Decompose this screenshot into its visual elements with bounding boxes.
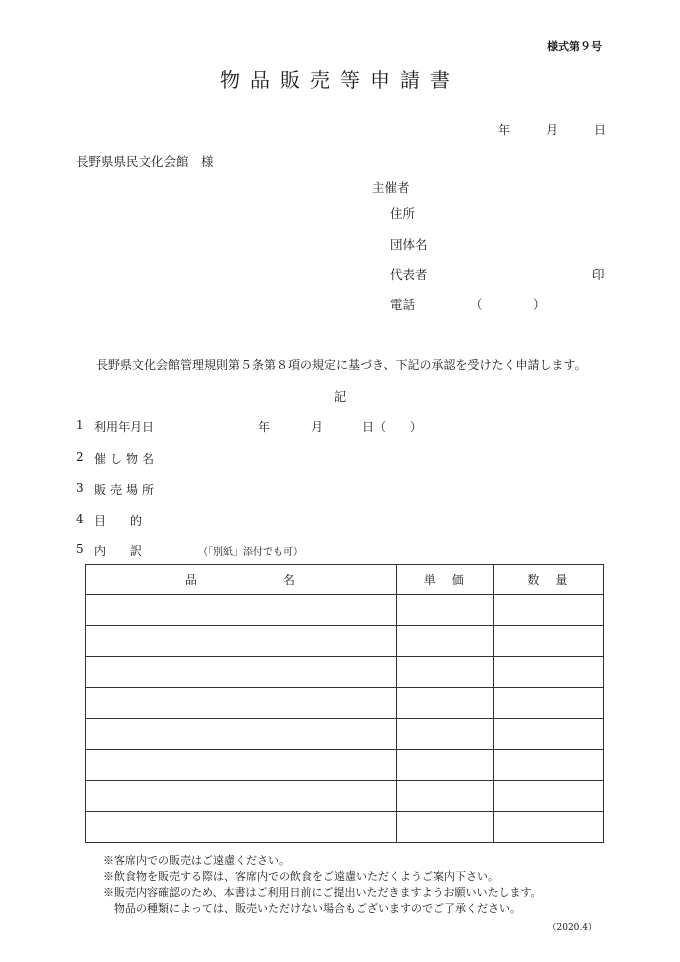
seal-mark: 印 xyxy=(592,267,605,282)
unit-price-cell[interactable] xyxy=(396,812,493,843)
date-year-label: 年 xyxy=(498,123,511,137)
date-month-label: 月 xyxy=(546,123,559,137)
addressee: 長野県県民文化会館 様 xyxy=(76,154,214,169)
representative-label: 代表者 xyxy=(390,267,428,282)
unit-price-cell[interactable] xyxy=(396,626,493,657)
item-name-cell[interactable] xyxy=(86,626,397,657)
note-line: ※飲食物を販売する際は、客席内での飲食をご遠慮いただくようご案内下さい。 xyxy=(103,870,499,883)
table-row xyxy=(86,781,604,812)
form-number: 様式第９号 xyxy=(547,40,602,53)
event-name-label: 催し物名 xyxy=(94,452,159,466)
organizer-heading: 主催者 xyxy=(372,180,410,195)
quantity-cell[interactable] xyxy=(493,626,603,657)
unit-price-cell[interactable] xyxy=(396,719,493,750)
usage-year-label: 年 xyxy=(258,420,271,434)
item-name-cell[interactable] xyxy=(86,781,397,812)
item-name-cell[interactable] xyxy=(86,750,397,781)
date-day-label: 日 xyxy=(594,123,607,137)
unit-price-cell[interactable] xyxy=(396,595,493,626)
phone-label: 電話 xyxy=(390,297,416,312)
organization-label: 団体名 xyxy=(390,237,428,252)
table-header-row xyxy=(86,565,604,595)
table-row xyxy=(86,595,604,626)
usage-day-label: 日（ ） xyxy=(362,420,423,434)
item-1-number: 1 xyxy=(76,418,84,432)
table-row xyxy=(86,719,604,750)
quantity-cell[interactable] xyxy=(493,688,603,719)
unit-price-cell[interactable] xyxy=(396,688,493,719)
usage-month-label: 月 xyxy=(311,420,324,434)
table-row xyxy=(86,812,604,843)
unit-price-cell[interactable] xyxy=(396,781,493,812)
unit-price-cell[interactable] xyxy=(396,657,493,688)
note-line: ※客席内での販売はご遠慮ください。 xyxy=(103,854,290,867)
quantity-cell[interactable] xyxy=(493,719,603,750)
col-header-quantity: 数 量 xyxy=(493,565,603,595)
item-name-cell[interactable] xyxy=(86,812,397,843)
note-line: 物品の種類によっては、販売いただけない場合もございますのでご了承ください。 xyxy=(103,902,521,915)
unit-price-cell[interactable] xyxy=(396,750,493,781)
version-label: （2020.4） xyxy=(547,923,597,933)
breakdown-note: （「別紙」添付でも可） xyxy=(198,547,303,558)
item-name-cell[interactable] xyxy=(86,657,397,688)
sales-place-label: 販売場所 xyxy=(94,483,159,497)
item-2-number: 2 xyxy=(76,450,84,464)
quantity-cell[interactable] xyxy=(493,750,603,781)
phone-paren-close: ） xyxy=(533,297,546,312)
table-row xyxy=(86,750,604,781)
breakdown-label: 内 訳 xyxy=(94,544,143,558)
table-row xyxy=(86,626,604,657)
quantity-cell[interactable] xyxy=(493,657,603,688)
table-row xyxy=(86,688,604,719)
document-title: 物品販売等申請書 xyxy=(220,68,460,92)
items-table-body xyxy=(86,595,604,843)
quantity-cell[interactable] xyxy=(493,812,603,843)
address-label: 住所 xyxy=(390,206,416,221)
item-name-cell[interactable] xyxy=(86,719,397,750)
col-header-item-name: 品 名 xyxy=(86,565,397,595)
item-name-cell[interactable] xyxy=(86,688,397,719)
application-statement: 長野県文化会館管理規則第５条第８項の規定に基づき、下記の承認を受けたく申請します。 xyxy=(96,358,587,372)
item-3-number: 3 xyxy=(76,481,84,495)
phone-paren-open: （ xyxy=(470,297,483,312)
item-name-cell[interactable] xyxy=(86,595,397,626)
col-header-unit-price: 単 価 xyxy=(396,565,493,595)
quantity-cell[interactable] xyxy=(493,781,603,812)
ki-heading: 記 xyxy=(333,389,347,404)
usage-date-label: 利用年月日 xyxy=(94,420,155,434)
quantity-cell[interactable] xyxy=(493,595,603,626)
items-table xyxy=(85,564,604,843)
table-row xyxy=(86,657,604,688)
note-line: ※販売内容確認のため、本書はご利用日前にご提出いただきますようお願いいたします。 xyxy=(103,886,542,899)
purpose-label: 目 的 xyxy=(94,514,143,528)
item-4-number: 4 xyxy=(76,512,84,526)
item-5-number: 5 xyxy=(76,542,84,556)
